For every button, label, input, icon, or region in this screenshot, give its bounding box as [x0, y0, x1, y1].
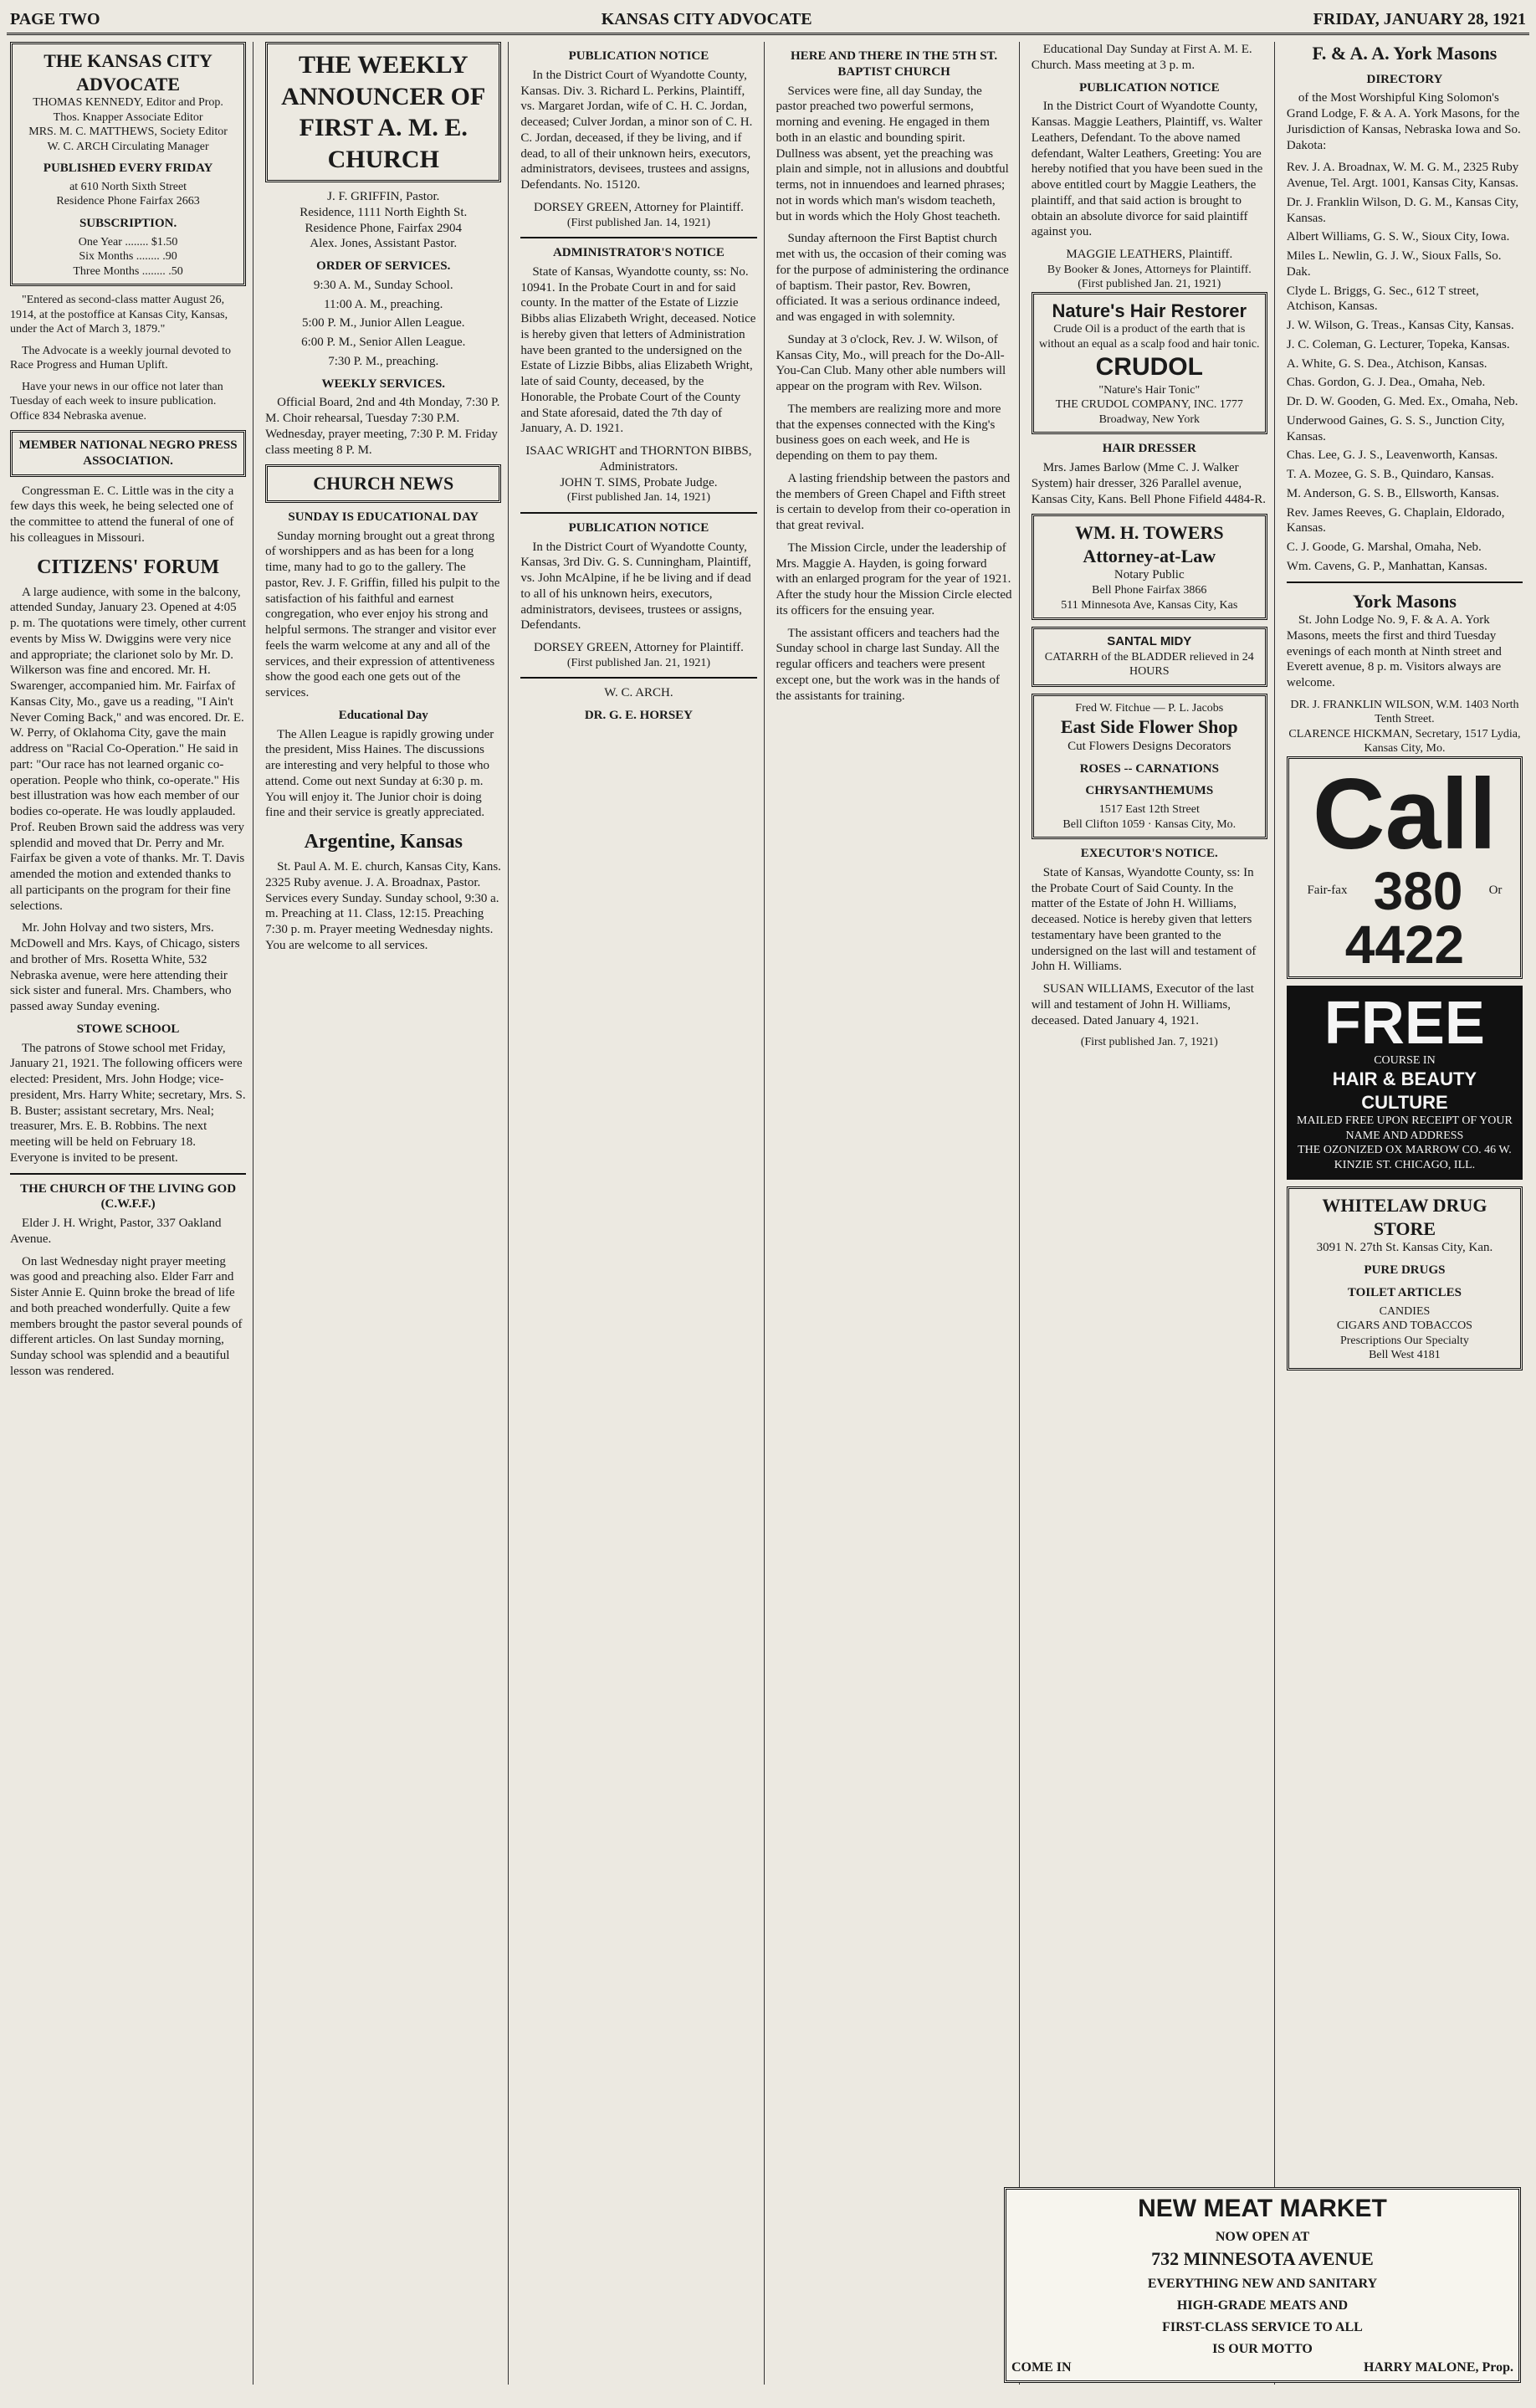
flower-ad: Fred W. Fitchue — P. L. Jacobs East Side Flower Shop Cut Flowers Designs Decorators ROSES -- CARNATIONS CHRYSANTHEMUMS 1517 East 12th Street Bell Clifton 1059 · Kansas City, Mo.	[1032, 694, 1267, 839]
column-1	[7, 42, 253, 2385]
probate-judge: JOHN T. SIMS, Probate Judge.	[560, 475, 718, 489]
news-body: Sunday morning brought out a great throng of worshippers and as has been for a long time, many had to go to the gallery. The pastor, Rev. J. F. Griffin, filled his pulpit to the satisfaction of his faithful and earnest congregation, who ever enjoy his strong and helpful sermons. The stranger and visitor ever feels the warm welcome at any and all of the services, and their expression of attentiveness show the good each one gets out of the services.	[265, 529, 500, 699]
weekly-body: Official Board, 2nd and 4th Monday, 7:30 P. M. Choir rehearsal, Tuesday 7:30 P.M. Wednesday, prayer meeting, 7:30 P. M. Friday class meeting 8 P. M.	[265, 396, 500, 457]
assoc-line: Thos. Knapper Associate Editor	[53, 110, 203, 124]
order-title: ORDER OF SERVICES.	[316, 259, 451, 273]
divider	[520, 237, 756, 238]
masthead-box	[10, 42, 246, 286]
flower-addr: 1517 East 12th Street	[1098, 803, 1200, 816]
member-text: MEMBER NATIONAL NEGRO PRESS ASSOCIATION.	[18, 438, 238, 468]
crudol-desc: Crude Oil is a product of the earth that is without an equal as a scalp food and hair tonic.	[1038, 323, 1260, 351]
cog-pastor: Elder J. H. Wright, Pastor, 337 Oakland Avenue.	[10, 1217, 222, 1246]
market-line-3: FIRST-CLASS SERVICE TO ALL	[1162, 2320, 1363, 2334]
stowe-body: The patrons of Stowe school met Friday, January 21, 1921. The following officers were elected: President, Mrs. John Hodge; vice-president, Mrs. Harry White; secretary, Mrs. S. B. Buster; assistant secretary, Mrs. Neal; treasurer, Mrs. E. B. Robbins. The next meeting will be held on February 18. Everyone is invited to be present.	[10, 1041, 246, 1165]
church-news-box	[265, 464, 501, 503]
leathers-title: PUBLICATION NOTICE	[1078, 80, 1220, 95]
horsey-title: DR. G. E. HORSEY	[584, 709, 694, 722]
rate-3: Three Months ........ .50	[73, 264, 183, 278]
whitelaw-candies: CANDIES	[1379, 1304, 1431, 1318]
directory-entry: Dr. D. W. Gooden, G. Med. Ex., Omaha, Neb.	[1286, 395, 1518, 408]
york-wm: DR. J. FRANKLIN WILSON, W.M. 1403 North Tenth Street.	[1290, 698, 1519, 726]
notice2-title: PUBLICATION NOTICE	[568, 520, 709, 535]
editor-line: THOMAS KENNEDY, Editor and Prop.	[33, 96, 223, 109]
announcer-title: THE WEEKLY ANNOUNCER OF FIRST A. M. E. CHURCH	[281, 51, 486, 173]
argentine-body: St. Paul A. M. E. church, Kansas City, Kans. 2325 Ruby avenue. J. A. Broadnax, Pastor. Services every Sunday. Sunday school, 9:30 a. m. Preaching at 11. Class, 12:15. Preaching 7:30 p. m. Prayer meeting Wednesday nights. You are welcome to all services.	[265, 860, 501, 952]
crudol-brand: CRUDOL	[1095, 353, 1203, 382]
whitelaw-pure: PURE DRUGS	[1364, 1263, 1446, 1277]
issue-date: FRIDAY, JANUARY 28, 1921	[1313, 10, 1526, 28]
crudol-co: THE CRUDOL COMPANY, INC. 1777 Broadway, New York	[1055, 398, 1243, 426]
towers-title: Attorney-at-Law	[1083, 545, 1216, 566]
pub-3: (First published Jan. 21, 1921)	[566, 656, 710, 669]
free-ad	[1287, 986, 1523, 1181]
market-title: NEW MEAT MARKET	[1138, 2195, 1387, 2222]
call-or: Or	[1488, 884, 1503, 898]
directory-entry: M. Anderson, G. S. B., Ellsworth, Kansas.	[1286, 486, 1500, 500]
directory-entry: Rev. James Reeves, G. Chaplain, Eldorado, Kansas.	[1286, 505, 1505, 535]
cog-body: On last Wednesday night prayer meeting was good and preaching also. Elder Farr and Sister Annie E. Quinn broke the bread of life and both preached wonderfully. Quite a few members brought the pastor several pounds of different articles. On last Sunday morning, Sunday school was splendid and a beautiful lesson was rendered.	[10, 1254, 243, 1378]
free-culture: HAIR & BEAUTY CULTURE	[1332, 1068, 1477, 1113]
residence-line: Residence, 1111 North Eighth St.	[300, 205, 468, 219]
directory-entry: C. J. Goode, G. Marshal, Omaha, Neb.	[1286, 541, 1482, 554]
exec-body: State of Kansas, Wyandotte County, ss: In the Probate Court of Said County. In the matter of the Estate of John H. Williams, deceased. Notice is hereby given that letters testamentary have been granted to the undersigned on the last will and testament of John H. Williams.	[1031, 865, 1257, 974]
market-motto: IS OUR MOTTO	[1212, 2342, 1313, 2356]
baptist-body-4: The members are realizing more and more that the expenses connected with the King's business goes on each week, and He is depending on them to pay them.	[776, 402, 1001, 463]
santal-brand: SANTAL MIDY	[1107, 634, 1192, 648]
hair-body: Mrs. James Barlow (Mme C. J. Walker System) hair dresser, 326 Parallel avenue, Kansas City, Kans. Bell Phone Fifield 4484-R.	[1031, 461, 1266, 506]
directory-intro: of the Most Worshipful King Solomon's Grand Lodge, F. & A. A. York Masons, for the Jurisdiction of Kansas, Nebraska Iowa and So. Dakota:	[1286, 91, 1521, 152]
call-num-1: 380	[1373, 860, 1463, 921]
crudol-tag: "Nature's Hair Tonic"	[1098, 383, 1201, 397]
towers-phone: Bell Phone Fairfax 3866	[1092, 584, 1207, 597]
masons-title: F. & A. A. York Masons	[1312, 43, 1498, 64]
edu-day-note: Educational Day Sunday at First A. M. E. Church. Mass meeting at 3 p. m.	[1031, 43, 1252, 72]
service-item: 11:00 A. M., preaching.	[324, 297, 443, 311]
baptist-body-7: The assistant officers and teachers had the Sunday school in charge last Sunday. All the regular officers and teachers were present except one, but the work was in the hands of the assistants for training.	[776, 626, 1000, 703]
devoted-note: The Advocate is a weekly journal devoted to Race Progress and Human Uplift.	[10, 344, 231, 371]
page-header	[7, 5, 1529, 35]
notice-body: In the District Court of Wyandotte County, Kansas. Div. 3. Richard L. Perkins, Plaintiff, vs. Margaret Jordan, wife of C. H. C. Jordan, deceased; Culver Jordan, a minor son of C. H. C. Jordan, deceased, if they be living, and if dead, to all of their unknown heirs, executors, administrators, devisees, trustees and assigns, Defendants. No. 15120.	[520, 68, 753, 192]
york-body: St. John Lodge No. 9, F. & A. A. York Masons, meets the first and third Tuesday evenings of each month at Ninth street and Everett avenue, 8 p. m. Visitors always are welcome.	[1286, 613, 1502, 689]
flower-roses: ROSES -- CARNATIONS	[1079, 761, 1219, 776]
directory-entry: Wm. Cavens, G. P., Manhattan, Kansas.	[1286, 559, 1487, 573]
divider	[10, 1173, 246, 1175]
announcer-box	[265, 42, 501, 182]
call-ad	[1287, 756, 1523, 979]
hair-title: HAIR DRESSER	[1102, 442, 1196, 456]
argentine-title: Argentine, Kansas	[304, 831, 463, 853]
address-line: at 610 North Sixth Street	[69, 180, 187, 193]
directory-entry: Rev. J. A. Broadnax, W. M. G. M., 2325 Ruby Avenue, Tel. Argt. 1001, Kansas City, Kansas.	[1286, 161, 1519, 190]
leathers-pub: (First published Jan. 21, 1921)	[1078, 278, 1221, 291]
directory-entry: Albert Williams, G. S. W., Sioux City, Iowa.	[1286, 230, 1510, 244]
service-item: 7:30 P. M., preaching.	[328, 354, 439, 368]
pub-2: (First published Jan. 14, 1921)	[566, 491, 710, 505]
paper-name: KANSAS CITY ADVOCATE	[601, 10, 812, 28]
jacobs: P. L. Jacobs	[1168, 701, 1224, 715]
phone-line: Residence Phone Fairfax 2663	[56, 195, 200, 208]
baptist-body-6: The Mission Circle, under the leadership of Mrs. Maggie A. Hayden, is going forward with an enlarged program for the year of 1921. After the study hour the Mission Circle elected its officers for the ensuing year.	[776, 541, 1012, 617]
newspaper-page	[7, 5, 1529, 2398]
divider	[520, 677, 756, 679]
rate-1: One Year ........ $1.50	[78, 235, 178, 248]
call-fairfax: Fair-fax	[1307, 884, 1348, 898]
leathers-attys: By Booker & Jones, Attorneys for Plaintiff.	[1047, 263, 1252, 276]
towers-sub: Notary Public	[1114, 568, 1185, 582]
flower-phone: Bell Clifton 1059	[1062, 817, 1145, 831]
whitelaw-ad	[1287, 1186, 1523, 1370]
free-mail: MAILED FREE UPON RECEIPT OF YOUR NAME AND ADDRESS	[1297, 1114, 1513, 1142]
baptist-body-5: A lasting friendship between the pastors and the members of Green Chapel and Fifth street is certain to develop from their co-operation in that great revival.	[776, 471, 1011, 532]
york-title: York Masons	[1352, 590, 1457, 612]
call-num-2: 4422	[1344, 914, 1465, 975]
signoff: W. C. ARCH.	[604, 686, 673, 700]
res-phone-line: Residence Phone, Fairfax 2904	[305, 221, 462, 235]
leathers-signer: MAGGIE LEATHERS, Plaintiff.	[1066, 248, 1233, 261]
service-item: 5:00 P. M., Junior Allen League.	[301, 316, 465, 330]
towers-ad	[1032, 514, 1267, 620]
whitelaw-bell: Bell West 4181	[1369, 1349, 1441, 1361]
signer-1: DORSEY GREEN, Attorney for Plaintiff.	[534, 200, 744, 214]
directory-entry: J. W. Wilson, G. Treas., Kansas City, Kansas.	[1286, 319, 1514, 332]
free-course: COURSE IN	[1374, 1053, 1436, 1067]
services-list	[265, 278, 501, 370]
baptist-body-1: Services were fine, all day Sunday, the pastor preached two powerful sermons, morning and evening. He engaged in them both in an elastic and bounding spirit. Dullness was absent, yet the preaching was plain and simple, not in allusions and doubtful terms, not in innuendoes and learned phrases; not in words which man's wisdom teacheth, but in words which the Holy Ghost teacheth.	[776, 84, 1009, 223]
santal-desc: CATARRH of the BLADDER relieved in 24 HOURS	[1044, 650, 1254, 679]
towers-addr: 511 Minnesota Ave, Kansas City, Kas	[1061, 598, 1238, 612]
whitelaw-presc: Prescriptions Our Specialty	[1339, 1334, 1469, 1347]
directory-entry: Clyde L. Briggs, G. Sec., 612 T street, Atchison, Kansas.	[1286, 284, 1479, 314]
call-word: Call	[1312, 757, 1497, 870]
notice-title: PUBLICATION NOTICE	[568, 49, 709, 63]
pub-1: (First published Jan. 14, 1921)	[566, 216, 710, 229]
service-item: 9:30 A. M., Sunday School.	[313, 278, 453, 292]
column-6	[1283, 42, 1529, 2385]
directory-entry: Miles L. Newlin, G. J. W., Sioux Falls, So. Dak.	[1286, 249, 1502, 279]
subscription-label: SUBSCRIPTION.	[79, 216, 177, 230]
whitelaw-addr: 3091 N. 27th St. Kansas City, Kan.	[1316, 1241, 1493, 1255]
column-3	[517, 42, 764, 2385]
fitchue: Fred W. Fitchue	[1075, 701, 1151, 715]
exec-signer: SUSAN WILLIAMS, Executor of the last will and testament of John H. Williams, deceased. Dated January 4, 1921.	[1031, 982, 1254, 1027]
column-4	[773, 42, 1020, 2385]
market-open: NOW OPEN AT	[1215, 2230, 1310, 2244]
circ-line: W. C. ARCH Circulating Manager	[47, 140, 209, 153]
directory-entry: Dr. J. Franklin Wilson, D. G. M., Kansas City, Kansas.	[1286, 195, 1519, 225]
directory-entry: Chas. Lee, G. J. S., Leavenworth, Kansas.	[1286, 448, 1498, 463]
directory-entry: Underwood Gaines, G. S. S., Junction City, Kansas.	[1286, 413, 1505, 443]
market-owner: HARRY MALONE, Prop.	[1364, 2360, 1513, 2375]
edu-title: Educational Day	[338, 708, 428, 722]
cog-title: THE CHURCH OF THE LIVING GOD (C.W.F.F.)	[20, 1181, 237, 1212]
directory-entry: Chas. Gordon, G. J. Dea., Omaha, Neb.	[1286, 376, 1486, 390]
crudol-ad	[1032, 292, 1267, 435]
published-line: PUBLISHED EVERY FRIDAY	[43, 161, 213, 175]
whitelaw-title: WHITELAW DRUG STORE	[1322, 1195, 1487, 1239]
service-item: 6:00 P. M., Senior Allen League.	[301, 336, 466, 349]
free-co: THE OZONIZED OX MARROW CO. 46 W. KINZIE ST. CHICAGO, ILL.	[1298, 1144, 1512, 1171]
rate-2: Six Months ........ .90	[79, 250, 177, 263]
leathers-body: In the District Court of Wyandotte County, Kansas. Maggie Leathers, Plaintiff, vs. Walter Leathers, Defendant. To the above named defendant, Walter Leathers, Greeting: You are hereby notified that you have been sued in the above entitled court by Maggie Leathers, the plaintiff, and that said action is brought to obtain an absolute divorce for said plaintiff against you.	[1031, 100, 1263, 239]
flower-city: Kansas City, Mo.	[1155, 817, 1236, 831]
news-note: Have your news in our office not later than Tuesday of each week to insure publication. Office 834 Nebraska avenue.	[10, 380, 223, 423]
forum-title: CITIZENS' FORUM	[37, 556, 220, 578]
flower-cut: Cut Flowers Designs Decorators	[1068, 739, 1231, 753]
page-number: PAGE TWO	[10, 10, 100, 28]
york-sec: CLARENCE HICKMAN, Secretary, 1517 Lydia, Kansas City, Mo.	[1288, 727, 1521, 756]
church-news-title: CHURCH NEWS	[313, 473, 454, 494]
divider	[520, 512, 756, 514]
baptist-title: HERE AND THERE IN THE 5TH ST. BAPTIST CHURCH	[791, 49, 998, 79]
edu-body: The Allen League is rapidly growing under the president, Miss Haines. The discussions are interesting and very helpful to those who attend. Come out next Sunday at 6:30 p. m. You will enjoy it. The Junior choir is doing fine and their service is greatly appreciated.	[265, 727, 494, 820]
little-item: Congressman E. C. Little was in the city a few days this week, he being selected one of the committee to attend the funeral of one of his colleagues in Missouri.	[10, 484, 234, 545]
market-come: COME IN	[1011, 2360, 1072, 2375]
admin-signer: ISAAC WRIGHT and THORNTON BIBBS, Administrators.	[525, 444, 752, 474]
column-5	[1028, 42, 1275, 2385]
whitelaw-cigars: CIGARS AND TOBACCOS	[1336, 1319, 1472, 1332]
stowe-title: STOWE SCHOOL	[76, 1022, 180, 1036]
divider	[1287, 582, 1523, 583]
whitelaw-toilet: TOILET ARTICLES	[1347, 1285, 1462, 1299]
crudol-title: Nature's Hair Restorer	[1052, 300, 1247, 321]
baptist-body-2: Sunday afternoon the First Baptist church met with us, the occasion of their coming was for the purpose of administering the ordinance of baptism. Their pastor, Rev. Bowren, officiated. It was a serious ordinance indeed, and was engaged in with solemnity.	[776, 232, 1009, 324]
member-box	[10, 430, 246, 477]
column-2	[262, 42, 509, 2385]
market-line-1: EVERYTHING NEW AND SANITARY	[1147, 2277, 1378, 2291]
columns	[7, 35, 1529, 2385]
towers-name: WM. H. TOWERS	[1074, 522, 1224, 544]
admin-body: State of Kansas, Wyandotte county, ss: No. 10941. In the Probate Court in and for said county. In the matter of the Estate of Lizzie Bibbs alias Elizabeth Wright, deceased. Notice is hereby given that letters of Administration have been granted to the undersigned on the Estate of Lizzie Bibbs, alias Elizabeth Wright, late of said County, deceased, by the Honorable, the Probate Court of the County and State aforesaid, dated the 7th day of January, A. D. 1921.	[520, 264, 756, 436]
signer-2: DORSEY GREEN, Attorney for Plaintiff.	[534, 641, 744, 654]
flower-chrys: CHRYSANTHEMUMS	[1085, 784, 1214, 798]
notice2-body: In the District Court of Wyandotte County, Kansas, 3rd Div. G. S. Cunningham, Plaintiff, vs. John McAlpine, if he be living and if dead to all of his unknown heirs, executors, administrators, devisees, trustees or assigns, Defendants.	[520, 540, 751, 633]
baptist-body-3: Sunday at 3 o'clock, Rev. J. W. Wilson, of Kansas City, Mo., will preach for the Do-All-You-Can Club. Many other able numbers will appear on the program with Rev. Wilson.	[776, 332, 1006, 393]
exec-pub: (First published Jan. 7, 1921)	[1080, 1036, 1218, 1049]
directory-entry: J. C. Coleman, G. Lecturer, Topeka, Kansas.	[1286, 337, 1510, 351]
masthead-title: THE KANSAS CITY ADVOCATE	[44, 50, 212, 95]
free-title: FREE	[1324, 989, 1485, 1057]
asst-line: Alex. Jones, Assistant Pastor.	[310, 237, 458, 251]
society-line: MRS. M. C. MATTHEWS, Society Editor	[28, 126, 228, 138]
market-line-2: HIGH-GRADE MEATS AND	[1176, 2298, 1349, 2313]
pastor-line: J. F. GRIFFIN, Pastor.	[327, 190, 440, 203]
holvay-item: Mr. John Holvay and two sisters, Mrs. McDowell and Mrs. Kays, of Chicago, sisters and brother of Mrs. Rosetta White, 532 Nebraska avenue, were here attending their sick sister and funeral. Mrs. Chambers, who passed away Sunday evening.	[10, 921, 240, 1013]
flower-shop: East Side Flower Shop	[1060, 716, 1238, 738]
market-addr: 732 MINNESOTA AVENUE	[1151, 2248, 1374, 2269]
exec-title: EXECUTOR'S NOTICE.	[1080, 847, 1218, 860]
directory-entry: A. White, G. S. Dea., Atchison, Kansas.	[1286, 356, 1487, 371]
entered-note: "Entered as second-class matter August 26, 1914, at the postoffice at Kansas City, Kansas, under the Act of March 3, 1879."	[10, 294, 228, 336]
weekly-title: WEEKLY SERVICES.	[321, 377, 446, 391]
meat-market-ad	[1004, 2187, 1521, 2383]
santal-ad	[1032, 627, 1267, 687]
directory-list	[1287, 160, 1523, 574]
sunday-edu-title: SUNDAY IS EDUCATIONAL DAY	[288, 510, 479, 524]
admin-title: ADMINISTRATOR'S NOTICE	[552, 246, 724, 259]
directory-title: DIRECTORY	[1366, 72, 1443, 86]
directory-entry: T. A. Mozee, G. S. B., Quindaro, Kansas.	[1286, 468, 1494, 481]
forum-body: A large audience, with some in the balcony, attended Sunday, January 23. Opened at 4:05 p. m. The quotations were timely, other current events by Miss W. Dwiggins were very nice and appropriate; the clarionet solo by Mr. D. Wilkerson was fine and encored. Mr. H. Swarenger, accompanied him. Mr. Fairfax of Kansas City, Mo., gave us a reading, "I Ain't Never Coming Back," and was encored. Dr. E. W. Perry, of Oklahoma City, gave the main address on "Racial Co-Operation." He said in part: "Our race has not learned organic co-operation. People who think, co-operate." His best illustration was how each member of our bodies co-operate. He was loudly applauded. Prof. Reuben Brown said the address was very splendid and moved that Dr. Perry and Mr. Fairfax be given a vote of thanks. Mr. T. Davis amended the motion and extended thanks to all participants on the program for their fine selections.	[10, 585, 247, 913]
